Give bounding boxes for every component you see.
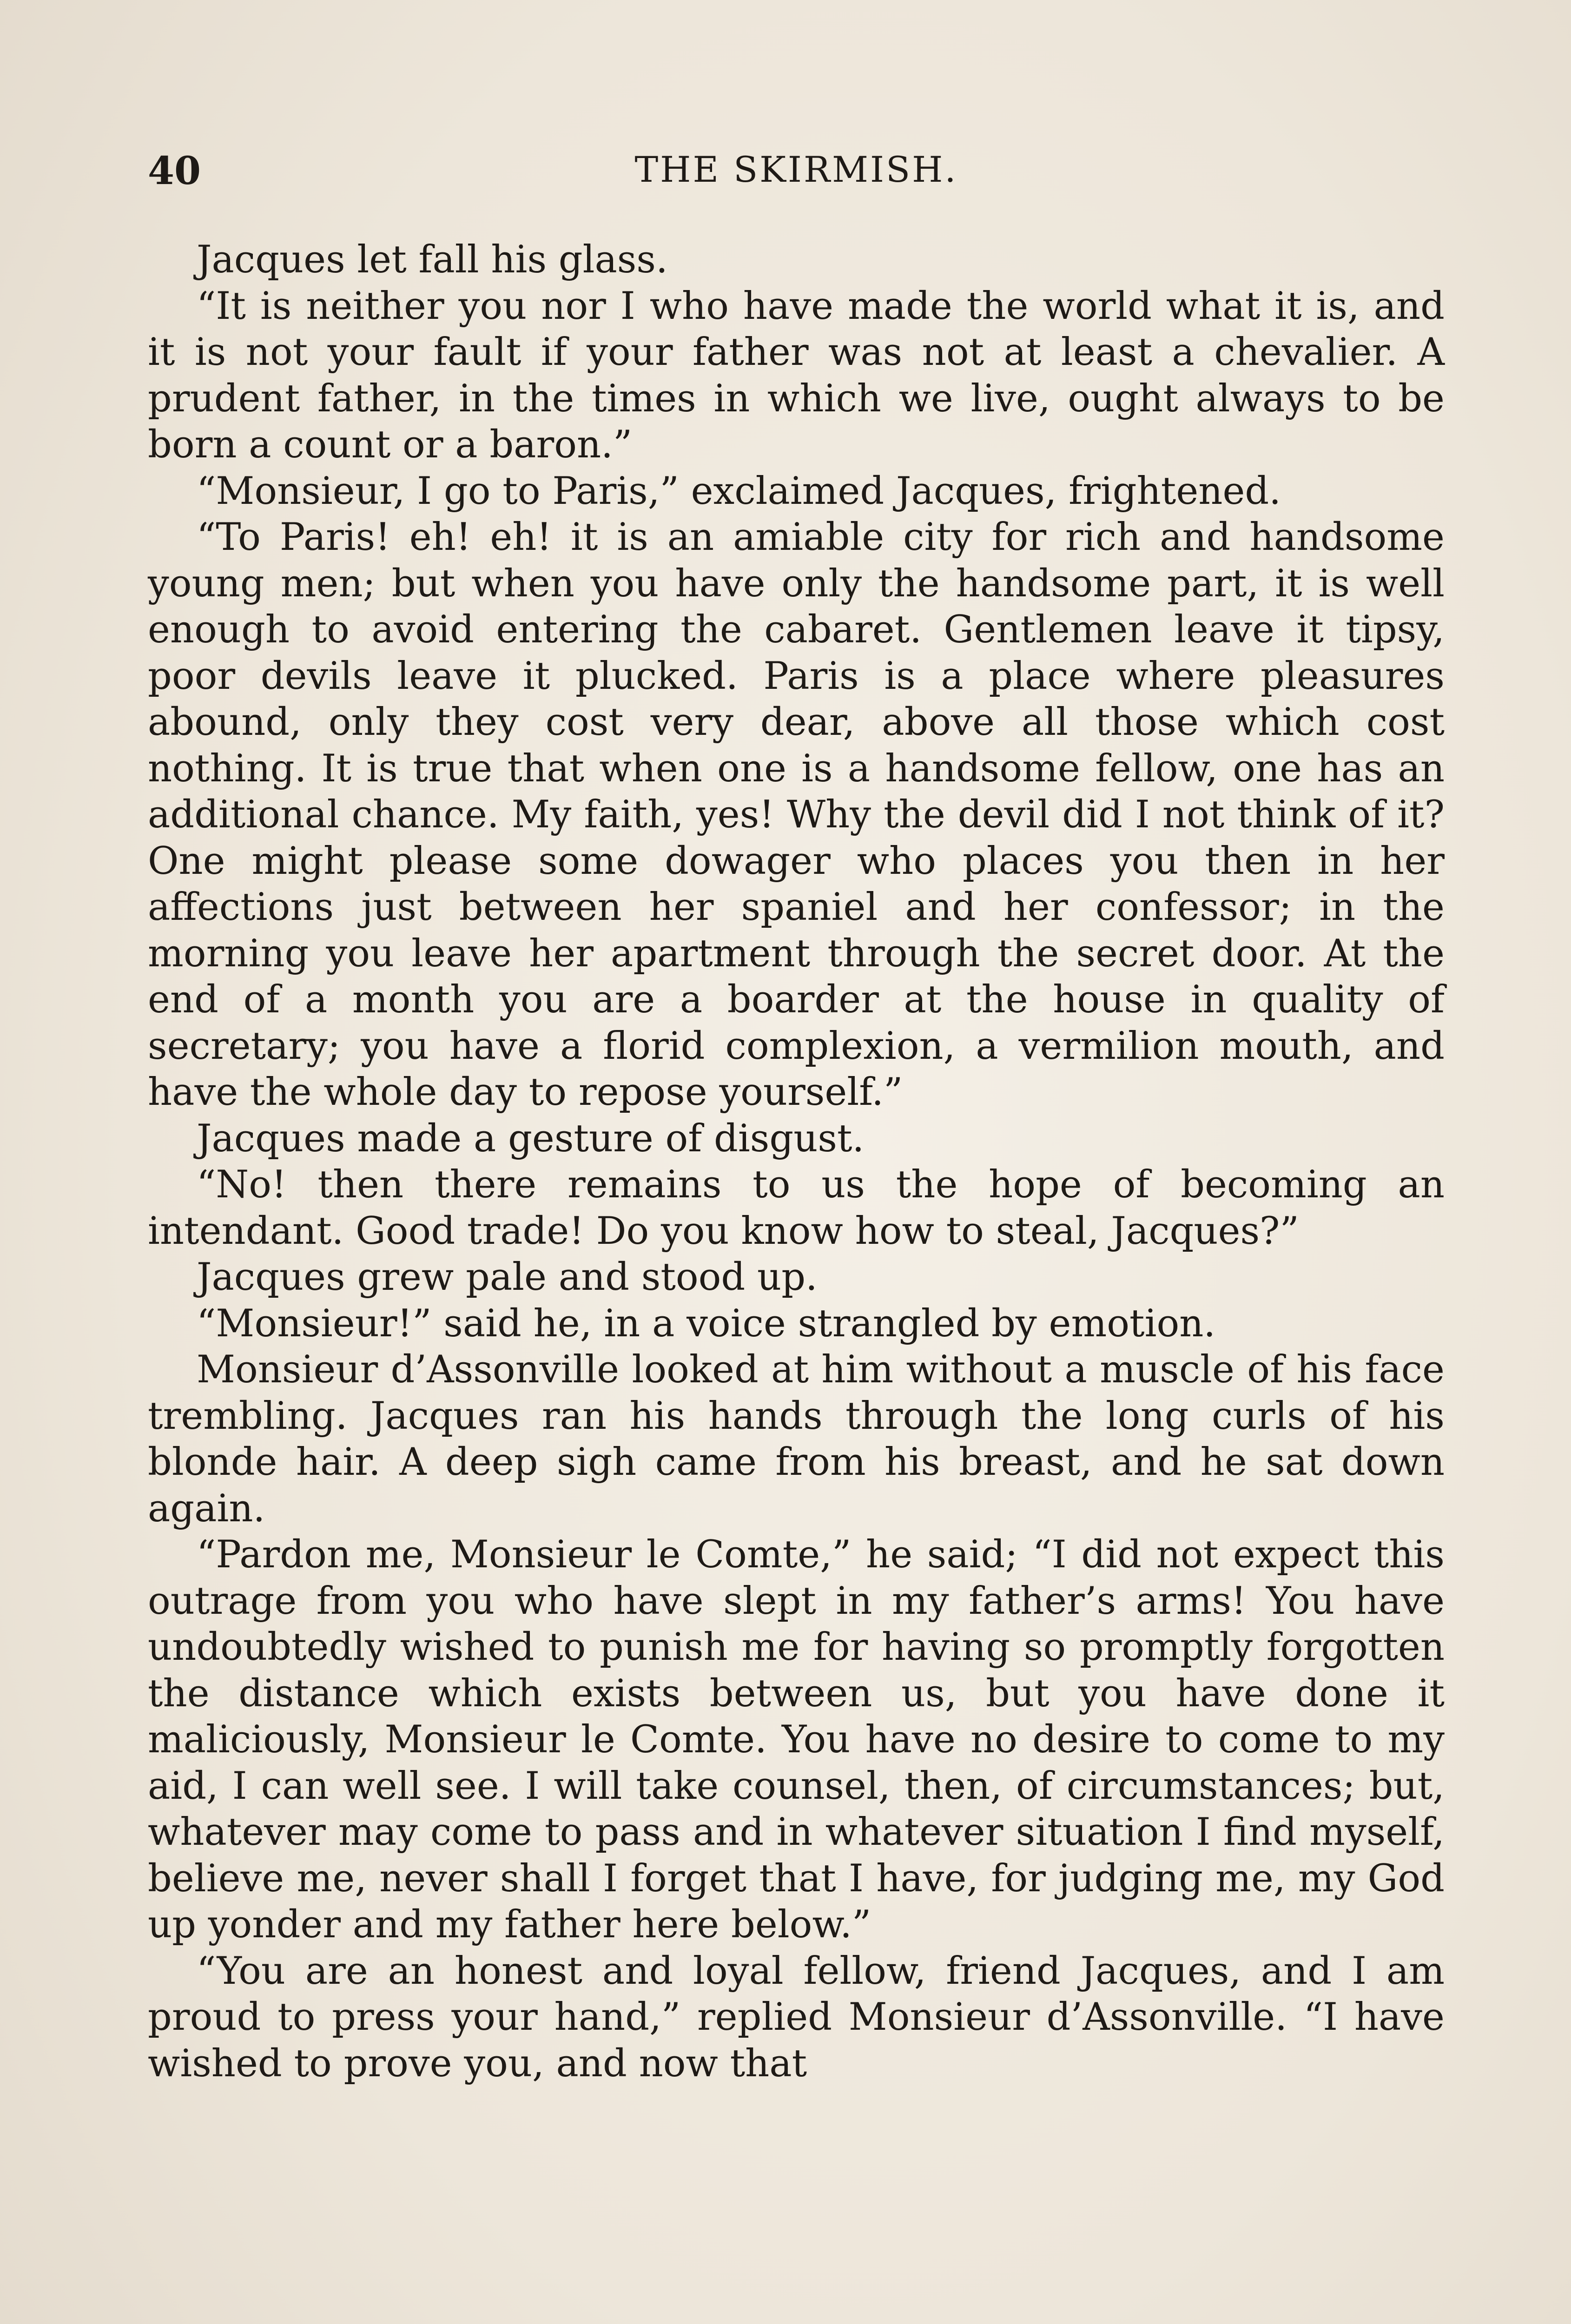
- paragraph: “To Paris! eh! eh! it is an amiable city for rich and handsome young men; but when you have only the handsome part, it is well enough to avoid entering the cabaret. Gentlemen leave it tipsy, poor devils leave it plucked. Paris is a place where pleasures abound, only they cost very dear, above all those which cost nothing. It is true that when one is a handsome fellow, one has an additional chance. My faith, yes! Why the devil did I not think of it? One might please some dowager who places you then in her affections just between her spaniel and her confessor; in the morning you leave her apartment through the secret door. At the end of a month you are a boarder at the house in quality of secretary; you have a florid complexion, a vermilion mouth, and have the whole day to repose yourself.”: [148, 515, 1445, 1114]
- page-number: 40: [148, 149, 201, 193]
- paragraph: “You are an honest and loyal fellow, friend Jacques, and I am proud to press your hand,” replied Monsieur d’Assonville. “I have wished to prove you, and now that: [148, 1949, 1445, 2086]
- paragraph: Monsieur d’Assonville looked at him without a muscle of his face trembling. Jacques ran his hands through the long curls of his blonde hair. A deep sigh came from his breast, and he sat down again.: [148, 1348, 1445, 1531]
- paragraph: “Monsieur, I go to Paris,” exclaimed Jacques, frightened.: [197, 469, 1281, 513]
- paragraph: “Monsieur!” said he, in a voice strangled by emotion.: [197, 1301, 1216, 1346]
- page-header: [148, 149, 1445, 200]
- paragraph: “No! then there remains to us the hope of becoming an intendant. Good trade! Do you know how to steal, Jacques?”: [148, 1163, 1445, 1253]
- paragraph: Jacques let fall his glass.: [197, 238, 668, 282]
- body-text: [148, 237, 1445, 2087]
- paragraph: Jacques grew pale and stood up.: [197, 1255, 818, 1299]
- paragraph: “Pardon me, Monsieur le Comte,” he said; “I did not expect this outrage from you who have slept in my father’s arms! You have undoubtedly wished to punish me for having so promptly forgotten the distance which exists between us, but you have done it maliciously, Monsieur le Comte. You have no desire to come to my aid, I can well see. I will take counsel, then, of circumstances; but, whatever may come to pass and in whatever situation I find myself, believe me, never shall I forget that I have, for judging me, my God up yonder and my father here below.”: [148, 1533, 1445, 1947]
- running-head: THE SKIRMISH.: [634, 149, 958, 190]
- paragraph: Jacques made a gesture of disgust.: [197, 1116, 865, 1161]
- paragraph: “It is neither you nor I who have made the world what it is, and it is not your fault if your father was not at least a chevalier. A prudent father, in the times in which we live, ought always to be born a count or a baron.”: [148, 284, 1445, 467]
